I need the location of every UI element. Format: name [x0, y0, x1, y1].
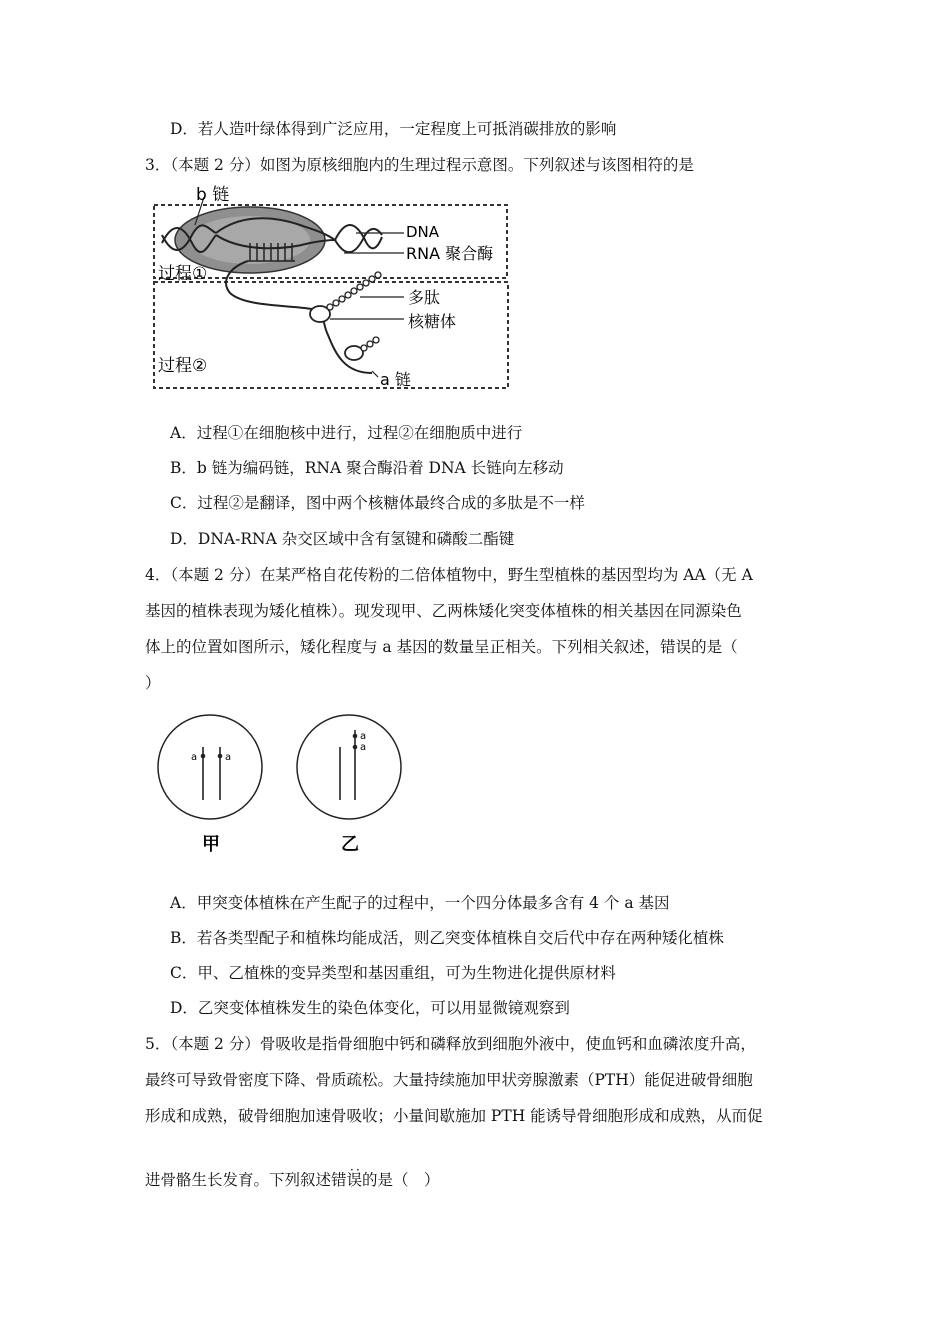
- gene-jia-left: a: [191, 752, 198, 763]
- q5-stem-line-4: 进骨骼生长发育。下列叙述错误的是（ ）: [145, 1171, 440, 1189]
- label-dna: DNA: [406, 223, 440, 241]
- gene-yi-top: a: [360, 731, 367, 742]
- q4-stem-line-2: 基因的植株表现为矮化植株）。现发现甲、乙两株矮化突变体植株的相关基因在同源染色: [145, 602, 742, 620]
- polypeptide-2: [361, 337, 379, 351]
- q3-option-d: D．DNA-RNA 杂交区域中含有氢键和磷酸二酯键: [170, 530, 515, 548]
- q4-figure: [150, 705, 420, 865]
- q5-stem-line-3: 形成和成熟，破骨细胞加速骨吸收；小量间歇施加 PTH 能诱导骨细胞形成和成熟，从而促: [145, 1107, 763, 1125]
- label-process2: 过程②: [158, 356, 208, 376]
- q5-emphasis-dots: ．．: [350, 1159, 369, 1173]
- label-b-chain: b 链: [196, 185, 230, 205]
- q5-stem-line-2: 最终可导致骨密度下降、骨质疏松。大量持续施加甲状旁腺激素（PTH）能促进破骨细胞: [145, 1071, 753, 1089]
- q3-option-b: B．b 链为编码链，RNA 聚合酶沿着 DNA 长链向左移动: [170, 459, 564, 477]
- ribosome-2: [345, 346, 363, 360]
- q4-stem-line-3: 体上的位置如图所示，矮化程度与 a 基因的数量呈正相关。下列相关叙述，错误的是（: [145, 638, 738, 656]
- q5-stem-line-1: 5．（本题 2 分）骨吸收是指骨细胞中钙和磷释放到细胞外液中，使血钙和血磷浓度升高，: [145, 1035, 756, 1053]
- cell-jia: [158, 715, 262, 819]
- gene-yi-bottom: a: [360, 742, 367, 753]
- label-ribosome: 核糖体: [408, 312, 457, 331]
- q4-option-a: A．甲突变体植株在产生配子的过程中，一个四分体最多含有 4 个 a 基因: [170, 894, 670, 912]
- q2-option-d: D．若人造叶绿体得到广泛应用，一定程度上可抵消碳排放的影响: [170, 120, 617, 138]
- caption-yi: 乙: [341, 834, 359, 855]
- label-process1: 过程①: [158, 264, 208, 284]
- q3-option-a: A．过程①在细胞核中进行，过程②在细胞质中进行: [170, 424, 523, 442]
- gene-jia-right: a: [225, 752, 232, 763]
- q3-figure: [150, 185, 520, 395]
- q3-stem: 3．（本题 2 分）如图为原核细胞内的生理过程示意图。下列叙述与该图相符的是: [145, 156, 694, 174]
- q4-stem-line-1: 4．（本题 2 分）在某严格自花传粉的二倍体植物中，野生型植株的基因型均为 AA（无 A: [145, 566, 753, 584]
- cell-yi: [297, 715, 401, 819]
- caption-jia: 甲: [202, 834, 220, 855]
- label-rna-polymerase: RNA 聚合酶: [406, 244, 494, 263]
- q4-option-d: D．乙突变体植株发生的染色体变化，可以用显微镜观察到: [170, 999, 570, 1017]
- q4-option-c: C．甲、乙植株的变异类型和基因重组，可为生物进化提供原材料: [170, 964, 616, 982]
- label-polypeptide: 多肽: [408, 288, 441, 307]
- q4-option-b: B．若各类型配子和植株均能成活，则乙突变体植株自交后代中存在两种矮化植株: [170, 929, 724, 947]
- q3-option-c: C．过程②是翻译，图中两个核糖体最终合成的多肽是不一样: [170, 494, 585, 512]
- label-a-chain: a 链: [380, 370, 411, 389]
- q4-stem-line-4: ）: [145, 674, 161, 692]
